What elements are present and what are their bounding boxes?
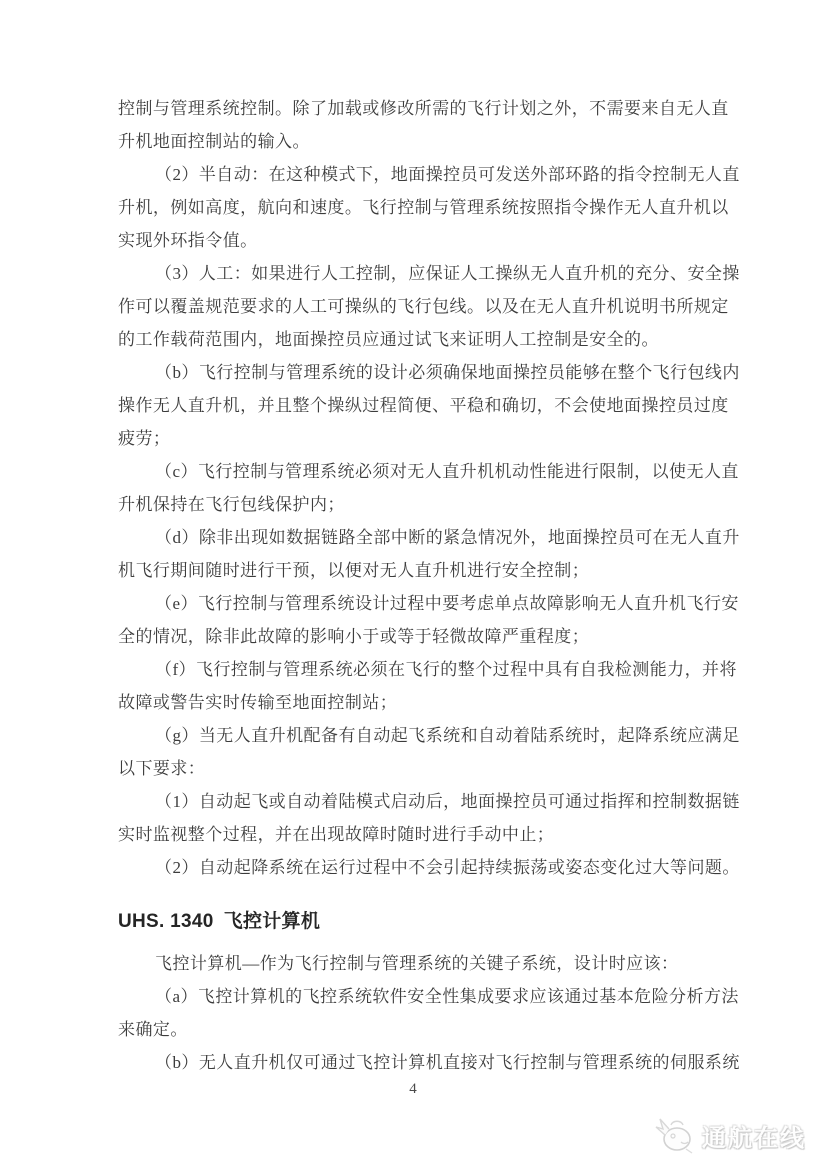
document-line: （b）无人直升机仅可通过飞控计算机直接对飞行控制与管理系统的伺服系统 bbox=[155, 1053, 740, 1072]
document-line: （d）除非出现如数据链路全部中断的紧急情况外，地面操控员可在无人直升 bbox=[155, 528, 740, 547]
document-line: 的工作载荷范围内，地面操控员应通过试飞来证明人工控制是安全的。 bbox=[118, 330, 659, 349]
document-line: 升机保持在飞行包线保护内； bbox=[118, 495, 345, 514]
document-line: 来确定。 bbox=[118, 1020, 188, 1039]
document-line: 升机地面控制站的输入。 bbox=[118, 132, 310, 151]
footer-logo bbox=[653, 1111, 806, 1159]
document-line: （b）飞行控制与管理系统的设计必须确保地面操控员能够在整个飞行包线内 bbox=[155, 363, 740, 382]
document-line: 机飞行期间随时进行干预，以便对无人直升机进行安全控制； bbox=[118, 561, 590, 580]
section-heading-code: UHS. 1340 bbox=[118, 911, 214, 932]
document-line: （2）自动起降系统在运行过程中不会引起持续振荡或姿态变化过大等问题。 bbox=[155, 858, 740, 877]
document-line: 实现外环指令值。 bbox=[118, 231, 258, 250]
section-heading bbox=[118, 905, 712, 938]
document-line: 实时监视整个过程，并在出现故障时随时进行手动中止； bbox=[118, 825, 555, 844]
document-line: （3）人工：如果进行人工控制，应保证人工操纵无人直升机的充分、安全操 bbox=[155, 264, 740, 283]
document-line: 全的情况，除非此故障的影响小于或等于轻微故障严重程度； bbox=[118, 627, 590, 646]
document-line: 升机，例如高度，航向和速度。飞行控制与管理系统按照指令操作无人直升机以 bbox=[118, 198, 729, 217]
document-line: （e）飞行控制与管理系统设计过程中要考虑单点故障影响无人直升机飞行安 bbox=[155, 594, 739, 613]
document-line: （a）飞控计算机的飞控系统软件安全性集成要求应该通过基本危险分析方法 bbox=[155, 987, 739, 1006]
document-line: 飞控计算机—作为飞行控制与管理系统的关键子系统，设计时应该： bbox=[155, 954, 679, 973]
document-line: （2）半自动：在这种模式下，地面操控员可发送外部环路的指令控制无人直 bbox=[155, 165, 740, 184]
document-line: 疲劳； bbox=[118, 429, 171, 448]
document-line: 故障或警告实时传输至地面控制站； bbox=[118, 693, 398, 712]
document-line: 控制与管理系统控制。除了加载或修改所需的飞行计划之外，不需要来自无人直 bbox=[118, 99, 729, 118]
document-line: （c）飞行控制与管理系统必须对无人直升机机动性能进行限制，以使无人直 bbox=[155, 462, 739, 481]
document-line: （f）飞行控制与管理系统必须在飞行的整个过程中具有自我检测能力，并将 bbox=[155, 660, 737, 679]
logo-text: 通航在线 bbox=[702, 1124, 806, 1152]
document-line: 以下要求： bbox=[118, 759, 206, 778]
document-line: 操作无人直升机，并且整个操纵过程简便、平稳和确切，不会使地面操控员过度 bbox=[118, 396, 729, 415]
page-number: 4 bbox=[409, 1081, 417, 1097]
document-body bbox=[118, 92, 740, 1079]
helicopter-sketch-icon bbox=[653, 1111, 697, 1159]
document-line: （1）自动起飞或自动着陆模式启动后，地面操控员可通过指挥和控制数据链 bbox=[155, 792, 740, 811]
section-heading-title: 飞控计算机 bbox=[223, 911, 321, 932]
document-line: 作可以覆盖规范要求的人工可操纵的飞行包线。以及在无人直升机说明书所规定 bbox=[118, 297, 729, 316]
document-line: （g）当无人直升机配备有自动起飞系统和自动着陆系统时，起降系统应满足 bbox=[155, 726, 740, 745]
